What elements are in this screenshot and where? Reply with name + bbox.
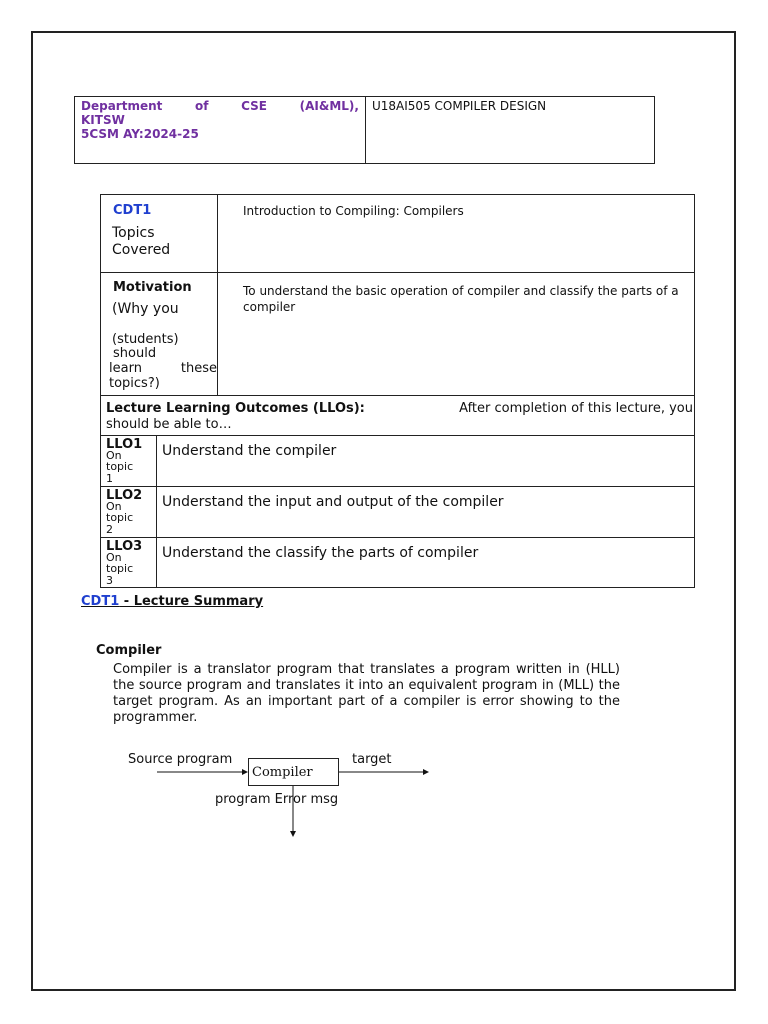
compiler-box-label: Compiler [252,765,313,780]
llo-num: 3 [106,574,113,587]
lecture-summary-title [81,594,263,609]
motivation-word: these [180,361,217,376]
topic-code: CDT1 [113,203,152,218]
motivation-title: Motivation [113,280,192,295]
department-line [81,99,359,113]
llo-topic: topic [106,460,134,473]
motivation-content: To understand the basic operation of compiler and classify the parts of a compiler [243,284,679,314]
header-table [74,96,655,164]
target-label: target [352,752,392,767]
column-divider [156,435,157,587]
dept-word: CSE [241,99,267,113]
llo-text: Understand the input and output of the compiler [162,494,504,510]
llo-text: Understand the compiler [162,443,337,459]
compiler-diagram [100,745,460,845]
topics-content: Introduction to Compiling: Compilers [243,204,464,218]
llo-code: LLO3 [106,539,143,554]
summary-code: CDT1 [81,594,120,609]
row-divider [101,486,694,487]
row-divider [101,395,694,396]
topic-table [100,194,695,588]
error-arrowhead [290,831,296,837]
course-title: U18AI505 COMPILER DESIGN [372,99,547,113]
output-arrowhead [423,769,429,775]
source-program-label: Source program [128,752,233,767]
llo-header-title: Lecture Learning Outcomes (LLOs): [106,401,365,416]
row-divider [101,537,694,538]
row-divider [101,272,694,273]
motivation-students: (students) [112,332,179,347]
motivation-learn [109,362,217,376]
llo-on: On [106,551,122,564]
dept-word: of [195,99,209,113]
llo-code: LLO1 [106,437,143,452]
llo-topic: topic [106,511,134,524]
class-year: 5CSM AY:2024-25 [81,127,199,141]
topics-label [112,225,170,259]
llo-header-text: After completion of this lecture, you [459,401,693,416]
compiler-box [248,758,339,786]
llo-text: Understand the classify the parts of compiler [162,545,479,561]
compiler-paragraph: Compiler is a translator program that translates a program written in (HLL) the source program and translates it into an equivalent program in (MLL) the target program. As an important part of a compiler is error showing to the programmer. [113,662,620,725]
summary-title-text: - Lecture Summary [119,594,264,609]
institute-name: KITSW [81,113,125,127]
row-divider [101,435,694,436]
error-msg-label: program Error msg [215,792,339,807]
motivation-why: (Why you [112,301,179,317]
llo-on: On [106,449,122,462]
motivation-word: learn [109,361,142,376]
department-cell [75,97,366,163]
llo-num: 2 [106,523,113,536]
llo-code: LLO2 [106,488,143,503]
motivation-should: should [113,346,157,361]
llo-header [106,401,693,433]
llo-topic: topic [106,562,134,575]
column-divider [217,195,218,395]
dept-word: Department [81,99,163,113]
llo-on: On [106,500,122,513]
compiler-heading: Compiler [96,643,162,658]
topics-label-line: Topics [112,225,155,241]
motivation-topics: topics?) [109,376,160,391]
llo-header-text: should be able to… [106,417,232,432]
dept-word: (AI&ML), [299,99,359,113]
llo-num: 1 [106,472,113,485]
topics-label-line: Covered [112,242,171,258]
